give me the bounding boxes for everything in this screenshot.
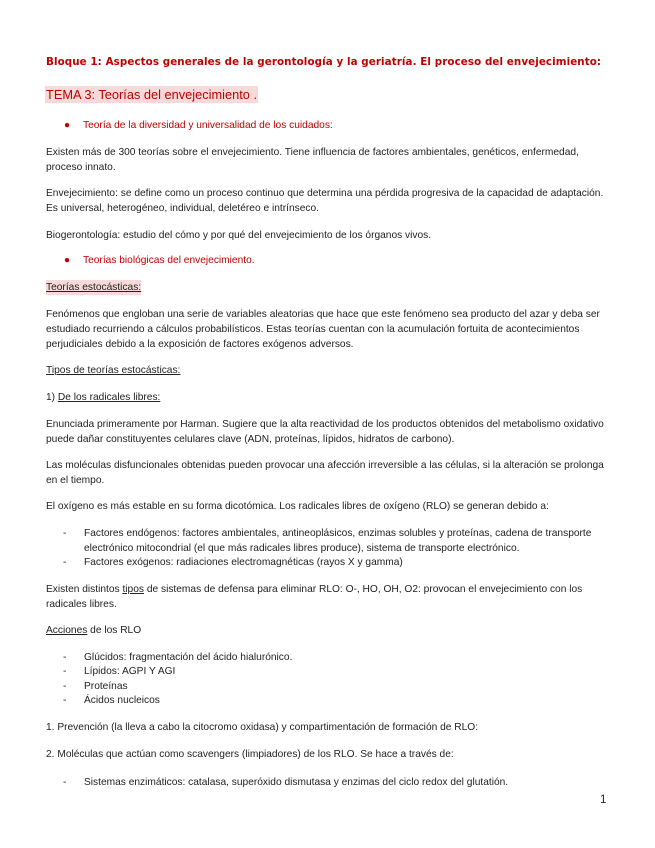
- bullet-diversidad-text: Teoría de la diversidad y universalidad de los cuidados:: [83, 120, 333, 131]
- list-item-sistemas-enzimaticos: [63, 775, 613, 790]
- heading-radicales-number: 1): [46, 392, 58, 403]
- dash-bullet-icon: -: [63, 681, 67, 692]
- list-item-text: Factores endógenos: factores ambientales, antineoplásicos, enzimas solubles y proteínas, cadena de transporte electrónico mitocondrial (el que más radicales libres produce), sistema de transporte electrónico.: [84, 528, 592, 554]
- list-item-text: Glúcidos: fragmentación del ácido hialurónico.: [84, 652, 293, 663]
- page-number: 1: [600, 794, 607, 806]
- list-item-lipidos: [63, 664, 613, 679]
- block-title: Bloque 1: Aspectos generales de la gerontología y la geriatría. El proceso del envejecimiento:: [46, 56, 602, 68]
- paragraph-sistemas-tipos: tipos: [122, 584, 144, 595]
- paragraph-sistemas-part-b: de sistemas de defensa para eliminar RLO: O-, HO, OH, O2: provocan el envejecimiento con los radicales libres.: [46, 584, 583, 610]
- paragraph-moleculas: Las moléculas disfuncionales obtenidas pueden provocar una afección irreversible a las células, si la alteración se prolonga en el tiempo.: [46, 460, 604, 486]
- dash-bullet-icon: -: [63, 777, 67, 788]
- heading-radicales-text: De los radicales libres:: [57, 392, 161, 403]
- list-item-text: Proteínas: [84, 681, 128, 692]
- bullet-teorias-biologicas: [64, 253, 255, 268]
- section-heading-tema: TEMA 3: Teorías del envejecimiento .: [46, 87, 258, 102]
- list-item-proteinas: [63, 679, 613, 694]
- heading-acciones: [46, 623, 612, 638]
- list-item-factores-exogenos: [63, 555, 613, 570]
- dash-bullet-icon: -: [63, 695, 67, 706]
- heading-tipos-text: Tipos de teorías estocásticas:: [46, 365, 181, 376]
- list-item-text: Ácidos nucleicos: [84, 695, 160, 706]
- heading-radicales-libres: [46, 390, 612, 405]
- dash-bullet-icon: -: [63, 666, 67, 677]
- bullet-dot-icon: ●: [64, 120, 71, 131]
- list-item-glucidos: [63, 650, 613, 665]
- dash-bullet-icon: -: [63, 557, 67, 568]
- list-item-text: Sistemas enzimáticos: catalasa, superóxido dismutasa y enzimas del ciclo redox del glutatión.: [84, 777, 509, 788]
- paragraph-existen-300: Existen más de 300 teorías sobre el envejecimiento. Tiene influencia de factores ambientales, genéticos, enfermedad, proceso innato.: [46, 147, 579, 173]
- list-item-acidos-nucleicos: [63, 693, 613, 708]
- paragraph-biogerontologia: Biogerontología: estudio del cómo y por qué del envejecimiento de los órganos vivos.: [46, 230, 432, 241]
- list-item-text: Lípidos: AGPI Y AGI: [84, 666, 176, 677]
- paragraph-scavengers: 2. Moléculas que actúan como scavengers (limpiadores) de los RLO. Se hace a través de:: [46, 749, 454, 760]
- paragraph-fenomenos: Fenómenos que engloban una serie de variables aleatorias que hace que este fenómeno sea producto del azar y deba ser estudiado recurriendo a cálculos probabilísticos. Estas teorías cuentan con la acumulación fortuita de acontecimientos perjudiciales debido a la exposición de factores exógenos adversos.: [46, 309, 600, 350]
- paragraph-sistemas-part-a: Existen distintos: [46, 584, 123, 595]
- bullet-dot-icon: ●: [64, 255, 71, 266]
- paragraph-envejecimiento-definicion: Envejecimiento: se define como un proceso continuo que determina una pérdida progresiva de la capacidad de adaptación. Es universal, heterogéneo, individual, deletéreo e intrínseco.: [46, 188, 604, 214]
- list-item-text: Factores exógenos: radiaciones electromagnéticas (rayos X y gamma): [84, 557, 403, 568]
- bullet-teorias-biologicas-text: Teorías biológicas del envejecimiento.: [83, 255, 255, 266]
- dash-bullet-icon: -: [63, 652, 67, 663]
- heading-acciones-rest: de los RLO: [87, 625, 142, 636]
- heading-teorias-estocasticas: [46, 280, 141, 295]
- heading-teorias-estocasticas-text: Teorías estocásticas:: [46, 282, 142, 293]
- paragraph-oxigeno: El oxígeno es más estable en su forma dicotómica. Los radicales libres de oxígeno (RLO) se generan debido a:: [46, 501, 549, 512]
- heading-acciones-underlined: Acciones: [46, 625, 88, 636]
- bullet-diversidad: [64, 118, 333, 133]
- heading-tipos: [46, 363, 612, 378]
- paragraph-harman: Enunciada primeramente por Harman. Sugiere que la alta reactividad de los productos obtenidos del metabolismo oxidativo puede dañar constituyentes celulares clave (ADN, proteínas, lípidos, hidratos de carbono).: [46, 419, 604, 445]
- paragraph-sistemas-defensa: [46, 582, 612, 612]
- dash-bullet-icon: -: [63, 528, 67, 539]
- list-item-factores-endogenos: [63, 526, 613, 556]
- paragraph-prevencion: 1. Prevención (la lleva a cabo la citocromo oxidasa) y compartimentación de formación de RLO:: [46, 722, 479, 733]
